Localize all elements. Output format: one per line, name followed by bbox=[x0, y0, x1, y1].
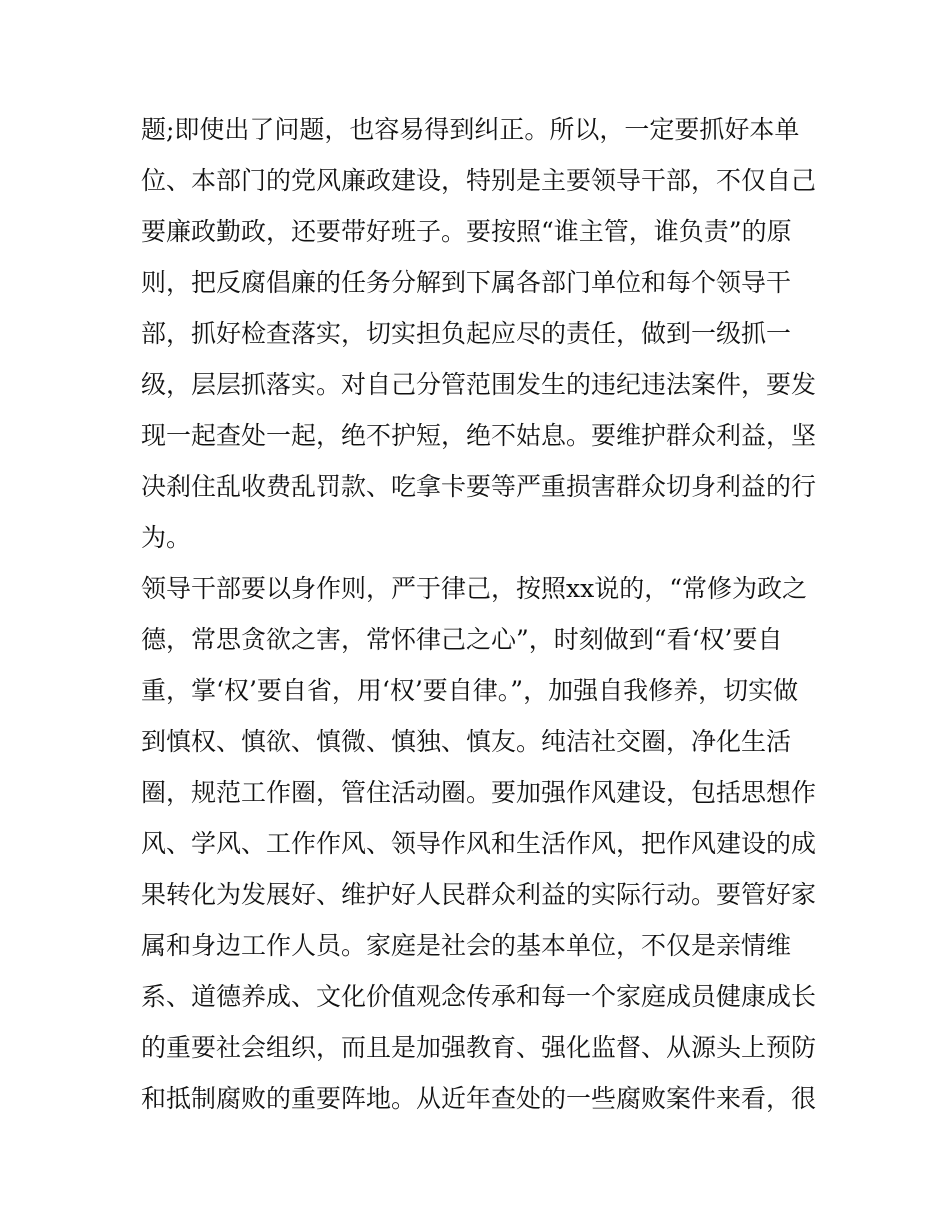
text-line: 重，掌‘权’要自省，用‘权’要自律。”，加强自我修养，切实做 bbox=[141, 676, 799, 705]
text-line: 部，抓好检查落实，切实担负起应尽的责任，做到一级抓一 bbox=[141, 319, 792, 348]
text-line: 级，层层抓落实。对自己分管范围发生的违纪违法案件，要发 bbox=[141, 370, 817, 399]
text-line: 现一起查处一起，绝不护短，绝不姑息。要维护群众利益，坚 bbox=[141, 421, 817, 450]
text-line: 德，常思贪欲之害，常怀律己之心”，时刻做到“看‘权’要自 bbox=[141, 625, 783, 654]
text-line: 为。 bbox=[141, 523, 192, 552]
text-line: 题;即使出了问题，也容易得到纠正。所以，一定要抓好本单 bbox=[141, 115, 800, 144]
text-line: 的重要社会组织，而且是加强教育、强化监督、从源头上预防 bbox=[141, 1033, 817, 1062]
text-line: 则，把反腐倡廉的任务分解到下属各部门单位和每个领导干 bbox=[141, 268, 792, 297]
text-line: 系、道德养成、文化价值观念传承和每一个家庭成员健康成长 bbox=[141, 982, 817, 1011]
paragraph-2 bbox=[141, 563, 821, 1124]
text-line: 和抵制腐败的重要阵地。从近年查处的一些腐败案件来看，很 bbox=[141, 1084, 817, 1113]
text-line: 风、学风、工作作风、领导作风和生活作风，把作风建设的成 bbox=[141, 829, 817, 858]
text-line: 位、本部门的党风廉政建设，特别是主要领导干部，不仅自己 bbox=[141, 166, 817, 195]
text-line: 圈，规范工作圈，管住活动圈。要加强作风建设，包括思想作 bbox=[141, 778, 817, 807]
paragraph-1 bbox=[141, 104, 821, 563]
text-line: 要廉政勤政，还要带好班子。要按照“谁主管，谁负责”的原 bbox=[141, 217, 792, 246]
text-line: 决刹住乱收费乱罚款、吃拿卡要等严重损害群众切身利益的行 bbox=[141, 472, 817, 501]
text-line: 到慎权、慎欲、慎微、慎独、慎友。纯洁社交圈，净化生活 bbox=[141, 727, 792, 756]
text-line: 属和身边工作人员。家庭是社会的基本单位，不仅是亲情维 bbox=[141, 931, 792, 960]
text-line: 果转化为发展好、维护好人民群众利益的实际行动。要管好家 bbox=[141, 880, 817, 909]
text-line: 领导干部要以身作则，严于律己，按照xx说的，“常修为政之 bbox=[141, 574, 807, 603]
